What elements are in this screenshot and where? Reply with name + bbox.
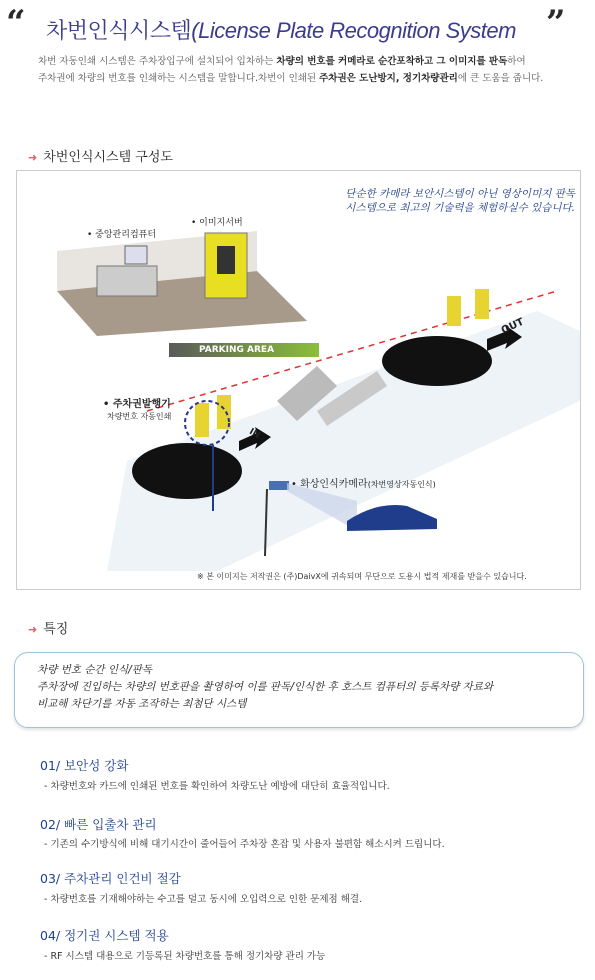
label-camera-main: • 화상인식카메라 xyxy=(291,479,368,490)
feature-summary-line-2: 주차장에 진입하는 차량의 번호판을 촬영하여 이를 판독/인식한 후 호스트 컴퓨터의 등록차량 자료와 xyxy=(37,681,494,693)
label-camera-sub: (차번영상자동인식) xyxy=(367,480,436,489)
server-panel xyxy=(217,246,235,274)
parking-area-banner: PARKING AREA xyxy=(169,343,319,357)
section-title-diagram: 차번인식시스템 구성도 xyxy=(43,150,173,165)
section-heading-diagram xyxy=(28,146,173,165)
car-entry xyxy=(132,443,242,499)
arrow-icon: ➜ xyxy=(28,151,38,164)
label-central-computer: • 중앙관리컴퓨터 xyxy=(87,230,157,240)
feature-desc-1: - 차량번호와 카드에 인쇄된 번호를 확인하여 차량도난 예방에 대단히 효율적입니다. xyxy=(44,781,390,792)
intro-line-2 xyxy=(38,70,583,87)
feature-summary-line-3: 비교해 차단기를 자동 조작하는 최첨단 시스템 xyxy=(37,698,247,710)
close-quote-mark: ” xyxy=(546,3,566,43)
feature-desc-2: - 기존의 수기방식에 비해 대기시간이 줄어들어 주차장 혼잡 및 사용자 불편함 해소시켜 드립니다. xyxy=(44,839,445,850)
callout-line-2: 시스템으로 최고의 기술력을 체험하실수 있습니다. xyxy=(345,202,575,214)
feature-summary-box xyxy=(14,652,584,728)
feature-desc-4: - RF 시스템 대용으로 기등록된 차량번호를 통해 정기차량 관리 가능 xyxy=(44,951,326,962)
car-exit xyxy=(382,336,492,386)
camera-body xyxy=(269,481,289,490)
intro-line-1-bold: 차량의 번호를 커메라로 순간포착하고 그 이미지를 판독 xyxy=(276,56,508,67)
entry-gate-post-1 xyxy=(195,403,209,437)
recognized-car xyxy=(347,505,437,531)
page-title xyxy=(46,14,516,45)
system-diagram xyxy=(16,170,581,590)
label-camera xyxy=(291,475,436,490)
callout-line-1: 단순한 카메라 보안시스템이 아닌 영상이미지 판독 xyxy=(345,188,575,200)
section-heading-features xyxy=(28,618,68,637)
label-out: OUT xyxy=(499,316,526,337)
feature-title-3: 03/ 주차관리 인건비 절감 xyxy=(40,871,181,886)
arrow-icon: ➜ xyxy=(28,623,38,636)
feature-summary-line-1: 차량 번호 순간 인식/판독 xyxy=(37,664,152,676)
label-ticket-issuer: • 주차권발행기 xyxy=(103,399,171,410)
exit-gate-post-1 xyxy=(447,296,461,326)
intro-text xyxy=(38,53,583,87)
label-in: IN xyxy=(247,426,262,442)
intro-line-1 xyxy=(38,53,583,70)
title-korean: 차번인식시스템 xyxy=(46,19,192,44)
feature-title-1: 01/ 보안성 강화 xyxy=(40,758,129,773)
intro-line-1-c: 하여 xyxy=(507,56,526,67)
title-english: (License Plate Recognition System xyxy=(191,18,516,43)
intro-line-2-c: 에 큰 도움을 줍니다. xyxy=(457,73,544,84)
section-title-features: 특징 xyxy=(43,622,69,637)
label-ticket-issuer-sub: 차량번호 자동인쇄 xyxy=(107,412,172,421)
intro-line-1-a: 차번 자동인쇄 시스템은 주차장입구에 설치되어 입차하는 xyxy=(38,56,277,67)
desk xyxy=(97,266,157,296)
feature-title-4: 04/ 정기권 시스템 적용 xyxy=(40,928,169,943)
open-quote-mark: “ xyxy=(6,3,26,43)
computer-monitor xyxy=(125,246,147,264)
intro-line-2-a: 주차권에 차량의 번호를 인쇄하는 시스템을 말합니다.차번이 인쇄된 xyxy=(38,73,320,84)
label-image-server: • 이미지서버 xyxy=(191,218,243,228)
intro-line-2-bold: 주차권은 도난방지, 정기차량관리 xyxy=(319,73,458,84)
feature-desc-3: - 차량번호를 기재해야하는 수고를 덜고 동시에 오입력으로 인한 문제점 해결. xyxy=(44,894,363,905)
copyright-notice: ※ 본 이미지는 저작권은 (주)DaivX에 귀속되며 무단으로 도용시 법적 제재를 받을수 있습니다. xyxy=(197,572,527,581)
diagram-callout xyxy=(317,187,575,215)
exit-gate-post-2 xyxy=(475,289,489,319)
feature-title-2: 02/ 빠른 입출차 관리 xyxy=(40,817,157,832)
